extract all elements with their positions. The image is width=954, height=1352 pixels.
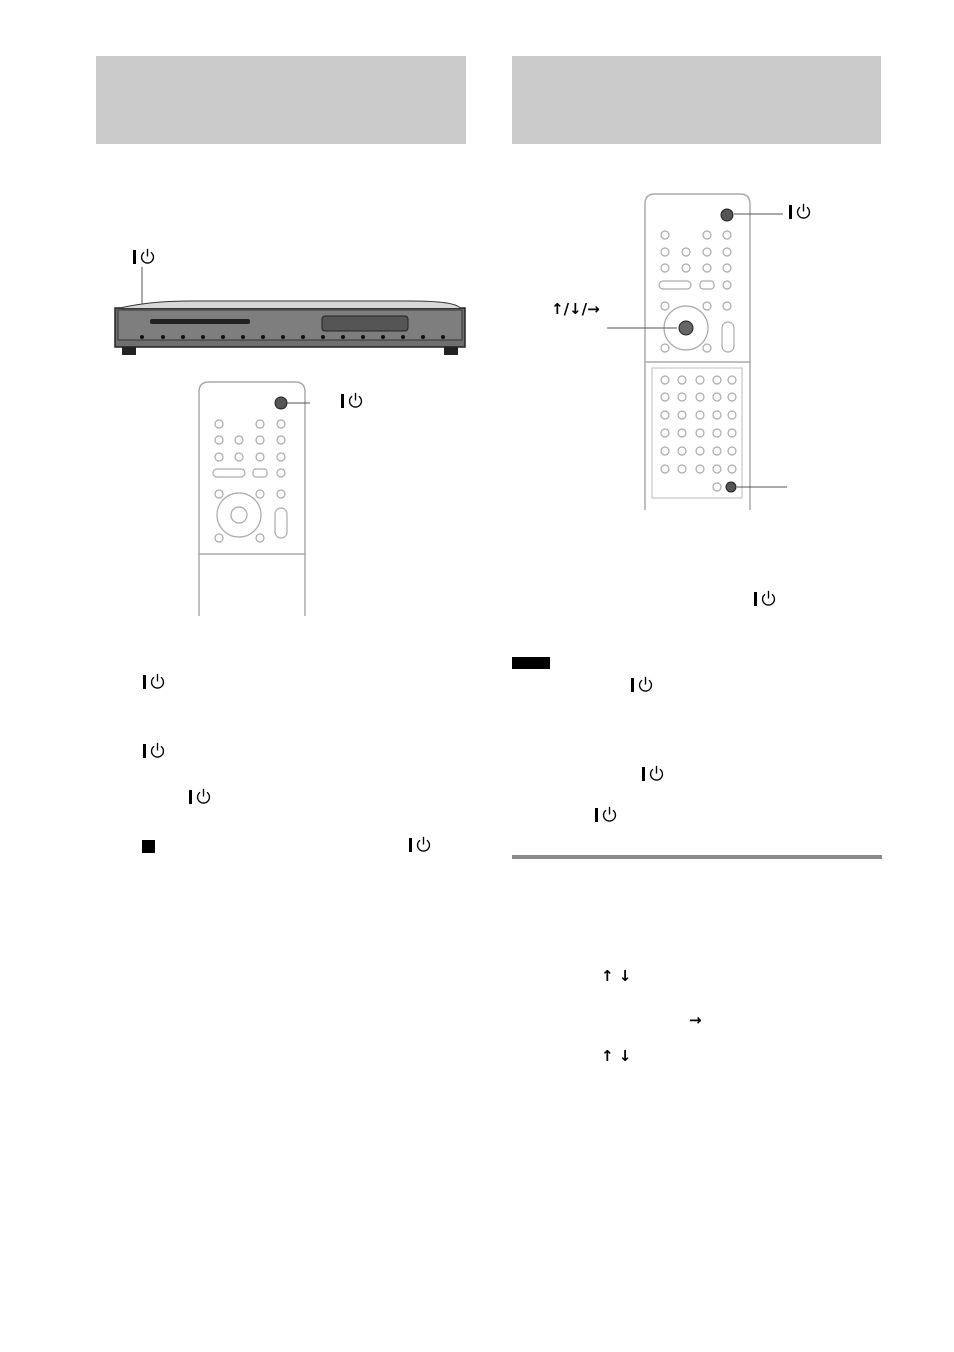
power-icon [415,836,432,853]
left-section-header [96,56,466,144]
power-icon [149,673,166,690]
note-label [512,657,550,669]
right-arrow: → [689,1011,702,1029]
step-power-symbol-1 [143,673,166,690]
power-icon [648,765,665,782]
note-power-symbol-1 [631,676,654,693]
callout-lines-right [605,210,790,490]
step-power-symbol-2 [143,742,166,759]
power-icon [347,392,364,409]
note-power-symbol-3 [595,806,618,823]
power-icon [637,676,654,693]
player-power-label [133,248,156,265]
step-power-symbol-3 [189,788,212,805]
section-divider [512,855,882,859]
stop-icon [142,840,155,853]
step-power-symbol-4 [409,836,432,853]
power-icon [760,590,777,607]
up-down-arrows-1: ↑ ↓ [601,967,632,985]
power-icon [195,788,212,805]
power-icon [795,203,812,220]
nav-arrows-label: ↑/↓/→ [551,300,600,318]
step-power-symbol-5 [754,590,777,607]
remote-power-label-left [341,392,364,409]
right-section-header [512,56,881,144]
up-down-arrows-2: ↑ ↓ [601,1047,632,1065]
note-power-symbol-2 [642,765,665,782]
dvd-player-illustration [110,265,470,360]
power-icon [149,742,166,759]
power-icon [601,806,618,823]
remote-illustration-left [195,378,310,618]
power-icon [139,248,156,265]
remote-power-label-right [789,203,812,220]
